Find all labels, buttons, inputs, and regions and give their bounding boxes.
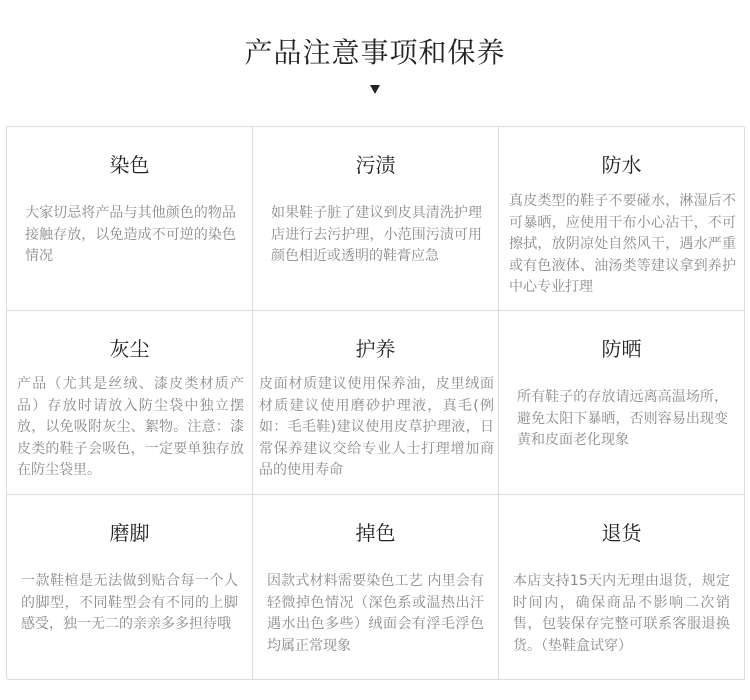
card-title: 退货	[601, 521, 642, 545]
triangle-down-icon	[370, 85, 380, 94]
card-text: 一款鞋楦是无法做到贴合每一个人的脚型，不同鞋型会有不同的上脚感受，独一无二的亲亲多多担待哦	[21, 573, 238, 632]
card-title: 防晒	[601, 337, 642, 361]
card-title: 护养	[355, 337, 396, 361]
page-title: 产品注意事项和保养	[244, 36, 506, 69]
care-card-waterproof	[499, 127, 745, 311]
care-card-stains	[253, 127, 499, 311]
care-card-dyeing	[7, 127, 253, 311]
care-grid	[6, 126, 744, 679]
card-title: 污渍	[355, 153, 396, 177]
card-title: 灰尘	[109, 337, 150, 361]
card-title: 掉色	[355, 521, 396, 545]
card-text: 皮面材质建议使用保养油，皮里绒面材质建议使用磨砂护理液，真毛(例如：毛毛鞋)建议使用皮草护理液，日常保养建议交给专业人士打理增加商品的使用寿命	[259, 376, 494, 478]
card-text: 所有鞋子的存放请远离高温场所，避免太阳下暴晒，否则容易出现变黄和皮面老化现象	[517, 389, 728, 448]
card-title: 磨脚	[109, 521, 150, 545]
card-text: 本店支持15天内无理由退货，规定时间内，确保商品不影响二次销售，包装保存完整可联系客服退换货。（垫鞋盒试穿）	[513, 573, 730, 654]
card-title: 染色	[109, 153, 150, 177]
care-card-color-fading	[253, 495, 499, 680]
card-text: 真皮类型的鞋子不要碰水，淋湿后不可暴晒，应使用干布小心沾干，不可擦拭，放阴凉处自然风干，遇水严重或有色液体、油汤类等建议拿到养护中心专业打理	[509, 193, 736, 295]
card-title: 防水	[601, 153, 642, 177]
care-card-sun-protection	[499, 311, 745, 495]
card-text: 因款式材料需要染色工艺 内里会有轻微掉色情况（深色系或温热出汗遇水出色多些）绒面会有浮毛浮色均属正常现象	[267, 573, 484, 654]
care-card-maintenance	[253, 311, 499, 495]
card-text: 大家切忌将产品与其他颜色的物品接触存放，以免造成不可逆的染色情况	[25, 205, 236, 264]
care-card-foot-rubbing	[7, 495, 253, 680]
care-card-returns	[499, 495, 745, 680]
card-text: 如果鞋子脏了建议到皮具清洗护理店进行去污护理，小范围污渍可用颜色相近或透明的鞋膏应急	[271, 205, 482, 264]
card-text: 产品（尤其是丝绒、漆皮类材质产品）存放时请放入防尘袋中独立摆放，以免吸附灰尘、絮物。注意：漆皮类的鞋子会吸色，一定要单独存放在防尘袋里。	[17, 376, 244, 478]
care-card-dust	[7, 311, 253, 495]
